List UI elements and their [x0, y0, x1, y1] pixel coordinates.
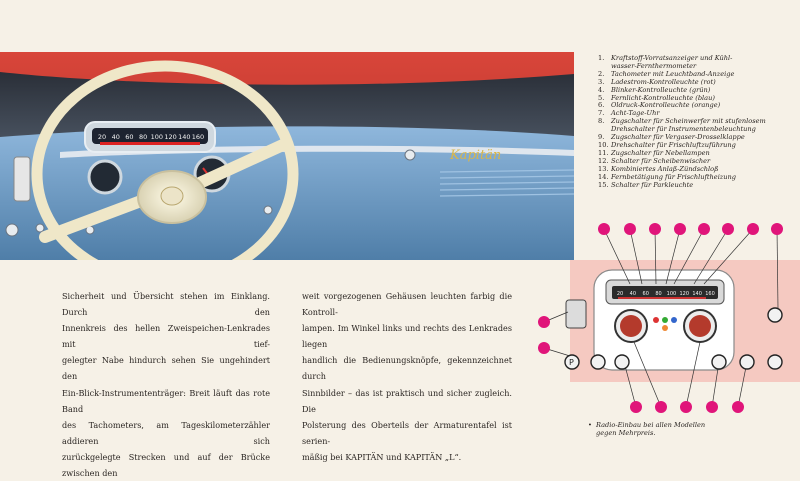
svg-text:P: P	[569, 358, 574, 367]
callout-dot	[747, 223, 759, 235]
speedo-tick-label: 140	[692, 291, 702, 297]
legend-text: Oldruck-Kontrolleuchte (orange)	[611, 101, 721, 110]
legend-number: 11.	[598, 148, 609, 157]
callout-dot	[624, 223, 636, 235]
legend-number: 3.	[598, 77, 605, 86]
legend-number: 2.	[598, 69, 605, 78]
callout-dot	[630, 401, 642, 413]
body-text-line: Sinnbilder – das ist praktisch und sicher zugleich. Die	[302, 387, 512, 414]
body-text-line: des Tachometers, am Tageskilometerzähler addieren sich	[62, 419, 270, 446]
speedo-tick-label: 100	[150, 133, 164, 141]
callout-dot	[680, 401, 692, 413]
speedo-tick-label: 160	[705, 291, 715, 297]
callout-dot	[706, 401, 718, 413]
bullet-dot: •	[588, 421, 592, 429]
callout-dot	[771, 223, 783, 235]
footnote	[588, 421, 746, 437]
legend-text: Acht-Tage-Uhr	[611, 109, 660, 118]
legend-number: 8.	[598, 117, 605, 126]
dashboard-diagram	[534, 222, 800, 422]
instrument-legend	[598, 55, 798, 189]
legend-number: 4.	[598, 85, 605, 94]
dash-script-badge: Kapitän	[450, 148, 502, 163]
legend-text: Schalter für Scheibenwischer	[611, 156, 711, 165]
dashboard-photo	[0, 52, 574, 260]
legend-text: Kombiniertes Anlaß-Zündschloß	[611, 164, 719, 173]
legend-number: 5.	[598, 93, 605, 102]
speedo-tick-label: 40	[111, 133, 120, 141]
footnote-line-1: Radio-Einbau bei allen Modellen	[596, 421, 706, 429]
legend-number: 12.	[598, 156, 609, 165]
body-text-line: gelegter Nabe hindurch sehen Sie ungehindert den	[62, 355, 270, 382]
legend-text: Zugschalter für Vergaser-Drosselklappe	[611, 133, 745, 142]
speedo-tick-label: 60	[642, 291, 649, 297]
speedo-tick-label: 120	[679, 291, 690, 297]
callout-dot	[698, 223, 710, 235]
legend-number: 13.	[598, 164, 609, 173]
legend-number: 14.	[598, 172, 609, 181]
body-text-line: Sicherheit und Übersicht stehen im Einklang. Durch den	[62, 291, 270, 318]
legend-text: Fernbetätigung für Frischluftheizung	[611, 172, 736, 181]
legend-text: Drehschalter für Frischluftzuführung	[611, 140, 736, 149]
speedo-tick-label: 40	[629, 291, 637, 297]
speedo-tick-label: 80	[139, 133, 148, 141]
speedo-tick-label: 60	[125, 133, 134, 141]
body-text-line: zurückgelegte Strecken und auf der Brücke zwischen den	[62, 451, 270, 479]
speedo-tick-label: 20	[97, 133, 107, 141]
legend-number: 15.	[598, 180, 609, 189]
legend-number: 1.	[598, 54, 605, 62]
body-text-line: Ein-Blick-Instrumententräger: Breit läuft das rote Band	[62, 387, 270, 414]
knob-fog-icon	[591, 355, 605, 369]
legend-number: 10.	[598, 140, 609, 149]
speedo-tick-label: 160	[191, 133, 205, 141]
speedo-tick-label: 120	[164, 133, 177, 141]
body-text-line: handlich die Bedienungsknöpfe, gekennzeichnet durch	[302, 355, 512, 382]
speedo-tick-label: 140	[178, 133, 191, 141]
legend-text: Blinker-Kontrolleuchte (grün)	[611, 85, 711, 94]
body-text-line: mäßig bei KAPITÄN und KAPITÄN „L“.	[302, 451, 462, 462]
callout-dot	[722, 223, 734, 235]
legend-text: wasser-Fernthermometer	[611, 61, 697, 70]
legend-text: Schalter für Parkleuchte	[611, 180, 694, 189]
knob-choke-icon	[615, 355, 629, 369]
knob-fresh-air-icon	[768, 355, 782, 369]
legend-text: Kraftstoff-Vorratsanzeiger und Kühl-	[611, 54, 733, 62]
legend-text: Zugschalter für Nebellampen	[611, 148, 710, 157]
callout-dot	[538, 316, 550, 328]
body-text-column-2	[302, 288, 512, 465]
knob-wiper-icon	[740, 355, 754, 369]
legend-text: Zugschalter für Scheinwerfer mit stufenlosem	[611, 117, 766, 126]
knob-heater-icon	[712, 355, 726, 369]
diagram-speedo-ticks	[617, 291, 715, 297]
body-text-column-1	[62, 288, 270, 481]
legend-number: 6.	[598, 101, 605, 110]
speedo-tick-label: 20	[616, 291, 624, 297]
legend-text: Tachometer mit Leuchtband-Anzeige	[611, 69, 735, 78]
body-text-line: weit vorgezogenen Gehäusen leuchten farbig die Kontroll-	[302, 291, 512, 318]
body-text-line: Innenkreis des hellen Zweispeichen-Lenkrades mit tief-	[62, 323, 270, 350]
speedo-tick-label: 100	[666, 291, 677, 297]
callout-dot	[538, 342, 550, 354]
legend-number: 7.	[598, 109, 605, 118]
legend-text: Drehschalter für Instrumentenbeleuchtung	[611, 125, 756, 134]
legend-text: Fernlicht-Kontrolleuchte (blau)	[611, 93, 715, 102]
callout-dot	[649, 223, 661, 235]
callout-dot	[655, 401, 667, 413]
callout-dot	[674, 223, 686, 235]
body-text-line: lampen. Im Winkel links und rechts des Lenkrades liegen	[302, 323, 512, 350]
legend-item	[598, 182, 798, 190]
legend-number: 9.	[598, 133, 605, 142]
footnote-line-2: gegen Mehrpreis.	[596, 429, 656, 437]
callout-dot	[732, 401, 744, 413]
photo-speedo-ticks	[98, 133, 204, 141]
knob-headlight-icon	[768, 308, 782, 322]
legend-text: Ladestrom-Kontrolleuchte (rot)	[611, 77, 716, 86]
speedo-tick-label: 80	[655, 291, 662, 297]
body-text-line: Polsterung des Oberteils der Armaturentafel ist serien-	[302, 419, 512, 446]
callout-dot	[598, 223, 610, 235]
